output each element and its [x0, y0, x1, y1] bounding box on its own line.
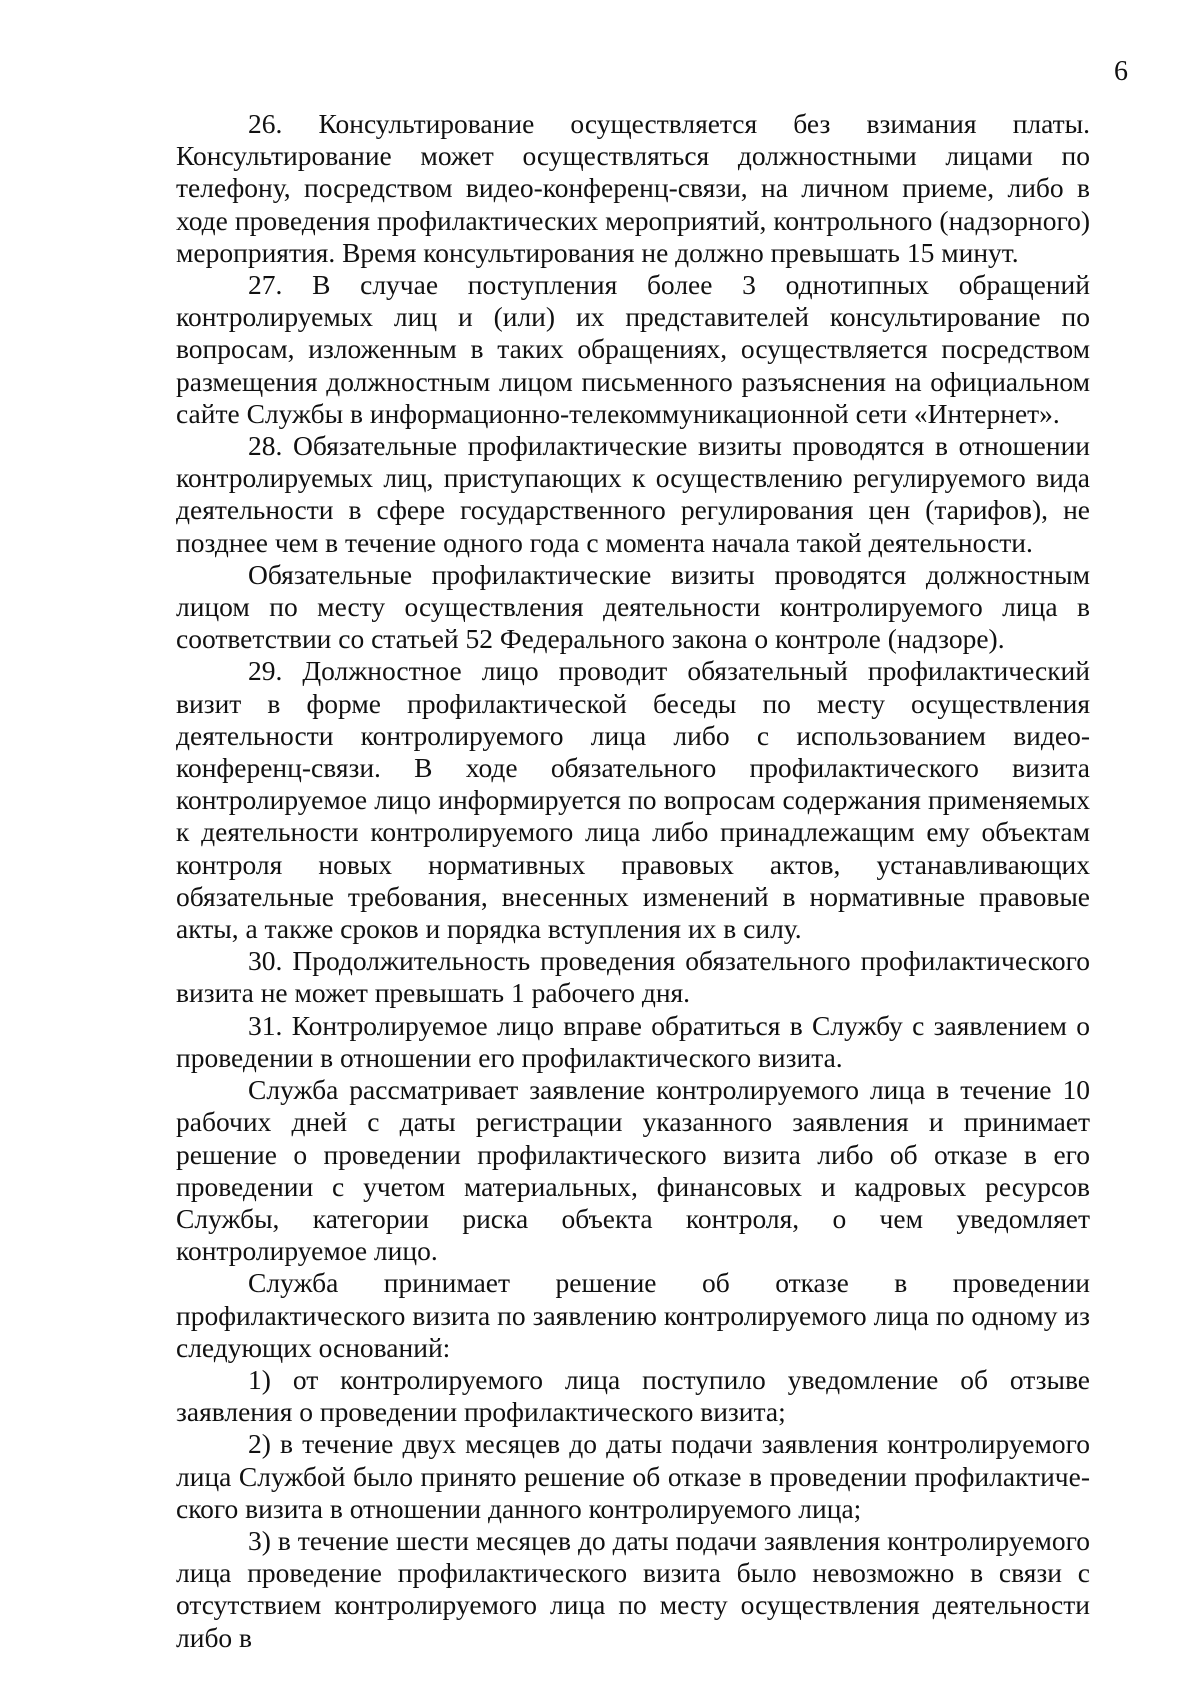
page-number: 6	[1114, 56, 1128, 87]
paragraph-31-review: Служба рассматривает заявление контролируемого лица в течение 10 рабочих дней с даты регистрации указанного заявления и принимает решение о проведении профилактического визита либо об отказе в его проведении с учетом материальных, финансовых и кадровых ресурсов Службы, категории риска объекта контроля, о чем уведомляет контролируемое лицо.	[176, 1074, 1090, 1267]
paragraph-30: 30. Продолжительность проведения обязательного профилактического визита не может превышать 1 рабочего дня.	[176, 945, 1090, 1009]
paragraph-31-refusal-grounds: Служба принимает решение об отказе в проведении профилактического визита по заявлению контролируемого лица по одному из следующих оснований:	[176, 1267, 1090, 1363]
paragraph-27: 27. В случае поступления более 3 однотипных обращений контролируемых лиц и (или) их представителей консультирование по вопросам, изложенным в таких обращениях, осуществляется посредством размещения должностным лицом письменного разъяснения на официальном сайте Службы в информационно-телекоммуникационной сети «Интернет».	[176, 269, 1090, 429]
paragraph-28-continued: Обязательные профилактические визиты проводятся должностным лицом по месту осуществления деятельности контролируемого лица в соответствии со статьей 52 Федерального закона о контроле (надзоре).	[176, 558, 1090, 655]
list-item-1: 1) от контролируемого лица поступило уведомление об отзыве заявления о проведении профилактического визита;	[176, 1363, 1090, 1428]
paragraph-26: 26. Консультирование осуществляется без взимания платы. Консультирование может осуществляться должностными лицами по телефону, посредством видео-конференц-связи, на личном приеме, либо в ходе проведения профилактических мероприятий, контрольного (надзорного) мероприятия. Время консультирования не должно превышать 15 минут.	[176, 108, 1090, 268]
paragraph-28: 28. Обязательные профилактические визиты проводятся в отношении контролируемых лиц, приступающих к осуществлению регулируемого вида деятельности в сфере государственного регулирования цен (тарифов), не позднее чем в течение одного года с момента начала такой деятельности.	[176, 430, 1090, 558]
list-item-3: 3) в течение шести месяцев до даты подачи заявления контролируемого лица проведение профилактического визита было невозможно в связи с отсутствием контролируемого лица по месту осуществления деятельности либо в	[176, 1524, 1090, 1653]
paragraph-29: 29. Должностное лицо проводит обязательный профилактический визит в форме профилактической беседы по месту осуществления деятельности контролируемого лица либо с использованием видео-конференц-связи. В ходе обязательного профилактического визита контролируемое лицо информируется по вопросам содержания применяемых к деятельности контролируемого лица либо принадлежащим ему объектам контроля новых нормативных правовых актов, устанавливающих обязательные требования, внесенных изменений в нормативные правовые акты, а также сроков и порядка вступления их в силу.	[176, 655, 1090, 945]
paragraph-31: 31. Контролируемое лицо вправе обратиться в Службу с заявлением о проведении в отношении его профилактического визита.	[176, 1009, 1090, 1073]
document-body	[176, 108, 1090, 1654]
list-item-2: 2) в течение двух месяцев до даты подачи заявления контролируемого лица Службой было принято решение об отказе в проведении профилактического визита в отношении данного контролируемого лица;	[176, 1428, 1090, 1524]
